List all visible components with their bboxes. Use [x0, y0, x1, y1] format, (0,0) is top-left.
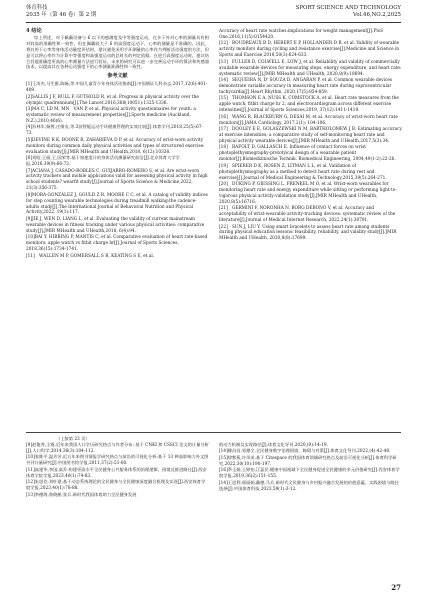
journal-name-cn: 体育科技 [26, 5, 48, 11]
journal-name-en: SPORT SCIENCE AND TECHNOLOGY [295, 5, 401, 11]
references-list-left [26, 82, 209, 259]
reference-item: [4]苏林军,杨曾,庄维友,等.3款智能运动手环健康管理的实效比较[J].体育学刊,2018,25(5):67-73. [26, 125, 203, 137]
references-list-right [219, 29, 402, 242]
continuation-right-column [219, 437, 402, 493]
issue-info-en: Vol.46,NO.2,2025 [352, 12, 401, 18]
continuation-reference-item: [16]季玉娟,王婷怡,江蕊民.健康中国视域下全民健身促进全民健康的多元价值研究[J].西安体育学院学报,2019,36(2):151-155. [219, 468, 400, 480]
reference-item: [9]JIE J, WEN D, LIANG L, et al. Evaluating the validity of current mainstream wearable devices in fitness tracking under various physical activities: comparative study[J].JMIR MHealth and UHealth,2018, 6(4):94. [26, 216, 205, 234]
reference-item: [21] GERMINI F, NORONHA N, BORG DEBONO V, et al. Accuracy and acceptability of wrist-wearable activity-tracking devices: systematic review of the literature[J].Journal of Medical Internet Research, 2022,24(1):30791. [219, 206, 396, 224]
conclusion-text: 综上所述，对于佩戴设备与 6 以下的感测度及中等强度运动，在多于外对心率的测量具有相对较高的准确性和一致性，但在佩戴较大于 6 的高强度运动下，心率的测量是不准确的。因此，将其用于心率等身体活动量度评估时，建议避免采用手环测量的心率作为判断活动强度的方法，但是可以将心率作为计算中等强度和高强度运动的总时长的判定依据。在进行高强度运动时，建议结合其他准确度更高的心率测量方法进行验证，未来的研究可以进一步完善运动手环的算法和传感器技术，以提高其在各种运动强度下的心率测量准确性和一致性。 [26, 35, 209, 71]
page-number: 27 [391, 583, 401, 592]
continuation-reference-item: 的动力机制及实现路径[J].体育文化导刊,2020,(9):14-19. [219, 442, 328, 448]
header-rule [26, 22, 401, 23]
reference-item: [18] RAFOLT D, GALLASCH E. Influence of contact forces on wrist photoplethysmography-prototyical design of a wearable patient monitor[J].Biomedizinische Technik. Biomedical Engineering, 2004,49(1-2):22-26. [219, 145, 396, 163]
reference-item: [10]BAI Y, HIBBING P, MANTIS C, et al. Comparative evaluation of heart rate-based monitors: apple watch vs fitbit charge hr[J].Journal of Sports Sciences, 2018,36(15):1734-1741. [26, 235, 208, 253]
continuation-reference-item: [13]李德海,鲁晓彬,张兵.新时代我国体育助力全民健身发展 [26, 492, 137, 498]
reference-item: [13] FULLER D, COLWELL E, LOW J, et al. Reliability and validity of commercially available wearable devices for measuring steps, energy expenditure, and heart rate: systematic review[J].JMIR MHealth and UHealth, 2020,8(9):18694. [219, 59, 402, 77]
reference-item: [17] DOOLEY E E, GOLASZEWSKI N M, BARTHOLOMEW J B. Estimating accuracy at exercise intensities: a comparative study of self-monitoring heart rate and physical activity wearable devices[J].JMIR MHealth and UHealth,2017,5(3):34. [219, 127, 402, 144]
reference-item: [8]MORA-GONZÁLEZ J, GOULD Z R, MOORE C C, et al. A catalog of validity indices for step counting wearable technologies during treadmill walking:the cadence-adults study[J].The International Journal of Behavioral Nutrition and Physical Activity,2022, 19(1):117. [26, 192, 208, 216]
continuation-list-right [219, 443, 402, 493]
reference-item: [22] SUN J, LIU Y. Using smart bracelets to assess heart rate among students during physical education lessons: feasibility, reliability, and validity study[J].JMIR MHealth and UHealth, 2020,8(8):17699. [219, 224, 397, 242]
conclusion-heading: 4 结论 [26, 28, 42, 34]
header-right [296, 5, 401, 19]
issue-info-cn: 2035 年（第 46 卷）第 2 期 [26, 12, 97, 18]
reference-item: Accuracy of heart rate watches:implications for weight management[J].PloS One,2016,11(5):0154420. [219, 29, 384, 40]
reference-item: [14] SEQUEIRA N, D' SOUZA D, ANGARAN P, et al. Common wearable devices demonstrate variable accuracy in measuring heart rate during supraventricular tachycardia[J].Heart Rhythm, 2020,17(5):854-859. [219, 78, 393, 95]
continuation-label: （上接第 23 页） [56, 437, 90, 442]
reference-item: [19] SPIERER D K, ROSEN Z, LITMAN L L, et al. Validation of photoplethysmography as a method to detect heart rate during rest and exercise[J].Journal of Medical Engineering & Technology,2015,39(5):264-271. [219, 163, 387, 181]
left-column [26, 29, 209, 260]
section-separator [26, 432, 401, 433]
reference-item: [2]SALLIS J F, BULL F, GUTHOLD R, et al. Progress in physical activity over the olympic quadrennium[J].The Lancet,2016,388(10051):1325-1336. [26, 94, 199, 106]
continuation-left-column [26, 437, 209, 499]
header-left [26, 5, 96, 19]
reference-item: [7]ACIANA J, CASADO-ROBLES C, GUIJARRO-ROMERO S, et al. Are wrist-worn activity trackers and mobile applications valid for assessing physical activity in high school students? wearfit study[J].Journal of Sports Science & Medicine,2022, 21(3):356-375. [26, 168, 208, 192]
reference-item: [6]刘昭,王丽,王,国荣等.基于加速度计的身体活动测量研究前沿[J].北京体育大学学报,2016,39(9):66-73. [26, 156, 180, 167]
reference-item: [3]MA C, LD M, MN VAN P, et al. Physical activity questionnaires for youth: a systematic review of measurement properties[J].Sports medicine (Auckland, N.Z.),2010,40(6). [26, 107, 196, 124]
continuation-reference-item: [12]朱思佼,刘叶建.基于动态系统理论的全民健身与全民健康深度融合机理及实现[J].西安体育学院学报,2023,40(1):78-88. [26, 480, 206, 492]
reference-item: [15] THOMSON E A, NUSS K, COMSTOCK A, et al. Heart rate measures from the apple watch, fitbit charge hr 2, and electrocardiogram across different exercise intensities[J].Journal of Sports Sciences,2019, 37(12):1411-1419. [219, 96, 399, 114]
reference-item: [5]DEVINE R K, BOONE R, ZAHARIEVA D P, et al. Accuracy of wrist-worn activity monitors during common daily physical activities and types of structured exercise: evaluation study[J].JMIR MHealth and UHealth,2018, 6(12):10338. [26, 137, 205, 155]
reference-item: [1]王涛杰,马生雅,陈畅,等.中国儿童青少年身体活动指南[J].中国循证儿科杂志,2017,12(6):401-409. [26, 82, 208, 94]
reference-item: [16] WANG R, BLACKBURN G, DESAI M, et al. Accuracy of wrist-worn heart rate monitors[J].JAMA Cardiology, 2017,2(1): 104-106. [219, 114, 398, 126]
continuation-reference-item: [14]王思利,邢丽娟,戴德,马兵.新时代全民健身与乡村振兴融合发展的价值意蕴、实践困境与路径选择[J].中国体育科技,2023,59(1):3-12. [219, 480, 399, 492]
continuation-reference-item: [14]柳昌昌,邹德全.全民健身数字治理困境、障碍与对策[J].体育文化导刊,2022,(4):42-48. [219, 449, 391, 455]
continuation-reference-item: [11]高建华,李国,高乔.构建更高水平全民健身公共服务体系的治理逻辑、困境及推进路径[J].西安体育学院学报,2023,40(1):74-83. [26, 467, 207, 479]
continuation-reference-item: [10]张维平,温芳芳.近五年来图书情报学研究热点与前沿的可视化分析:基于 13 种高影响力外文图书刊计量研究[J].中国图书馆学报,2011,37(2):51-60. [26, 455, 209, 467]
page-header [26, 5, 401, 25]
right-column [219, 29, 402, 243]
reference-item: [12] BOUDREAUX B D, HEBERT E P, HOLLANDER D B, et al. Validity of wearable activity monitors during cycling and resistance exercise[J].Medicine and Science in Sports and Exercise,2018,50(3):624-633. [219, 41, 400, 59]
continuation-list-left [26, 443, 209, 499]
continuation-reference-item: [15]徐紫燕,许凤英.基于 Citespace 的我国体育领域研究热点及前沿可视化分析[J].体育科学研究,2022,30(10):190-197. [219, 455, 397, 467]
continuation-reference-item: [9]赵俊秀,王霞.近年来我国人口学历研究热点与作者分布: 基于 CNKI 和 CSSCI 论文的计量分析[J].人口科学,2014,36(3):104-112. [26, 442, 209, 454]
reference-item: [20] DÜKING P, GIESSING L, FRENKEL M O, et al. Wrist-worn wearables for monitoring heart rate and energy expenditure while sitting or performing light-to-vigorous physical activity:validation study[J].JMIR MHealth and UHealth, 2020,8(5):16716. [219, 182, 397, 205]
reference-item: [11] WALLEN M P, GOMERSALL S R, KEATING S E, et al. [26, 253, 155, 259]
references-heading: 参考文献 [107, 73, 128, 80]
